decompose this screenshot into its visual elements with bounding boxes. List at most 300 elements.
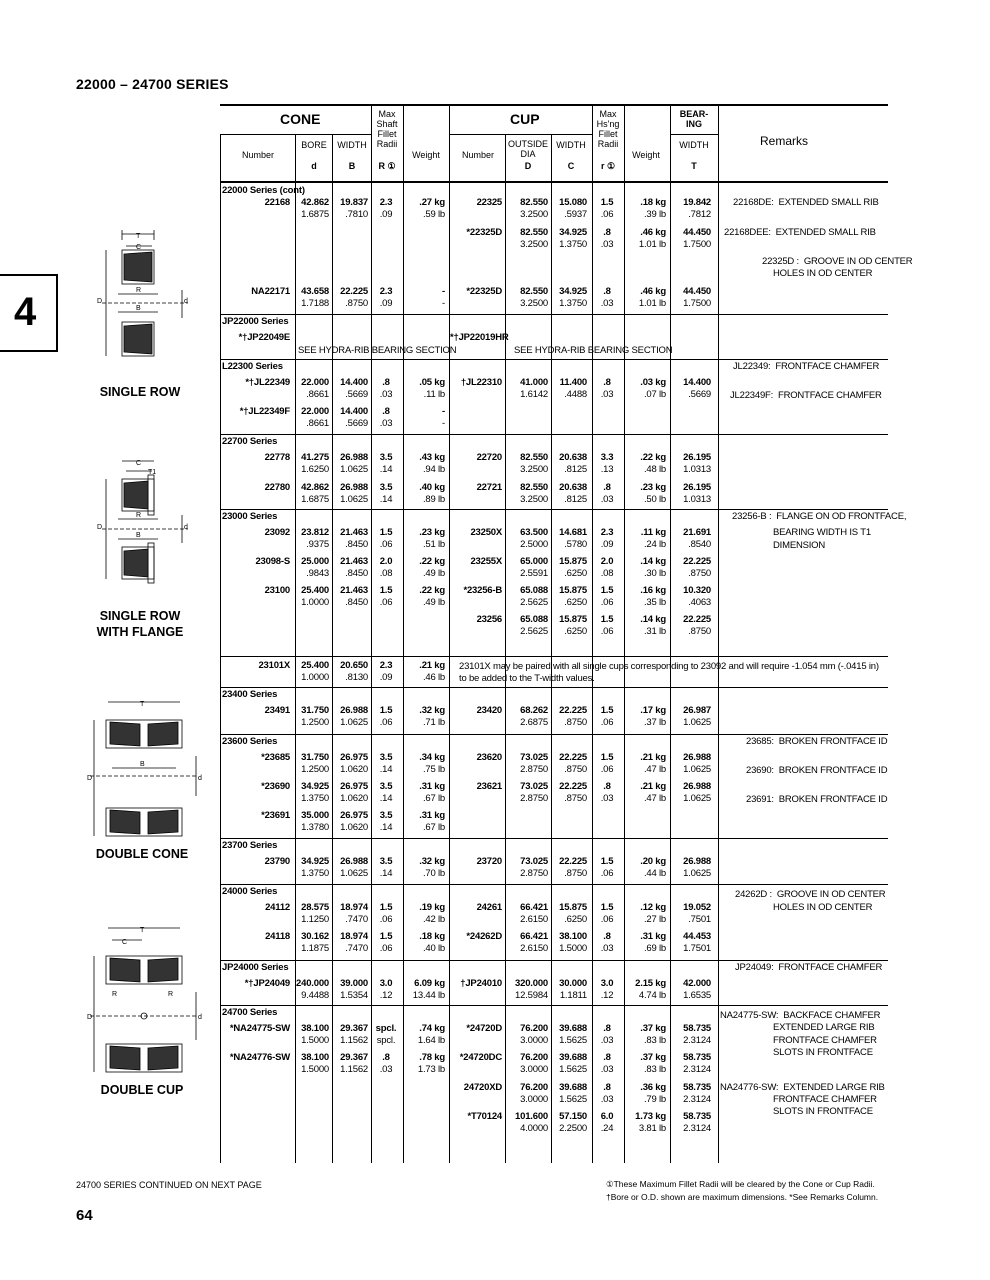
series-heading: L22300 Series <box>222 361 283 372</box>
part-number: *23256-B <box>463 585 502 596</box>
cell-od: 320.000 <box>515 978 548 989</box>
grid-section-rule <box>220 509 888 510</box>
cell-width: .8750 <box>345 298 368 309</box>
cell-wt: .51 lb <box>422 539 445 550</box>
cell-C: 20.638 <box>559 452 587 463</box>
cell-width: 18.974 <box>340 902 368 913</box>
cell-C: 1.5625 <box>559 1064 587 1075</box>
svg-text:R: R <box>136 287 142 294</box>
cell-width: .7810 <box>345 209 368 220</box>
header-cone: CONE <box>280 111 321 127</box>
note-23101x-line2: to be added to the T-width values. <box>459 673 595 684</box>
double-cone-diagram <box>82 696 206 846</box>
cell-r: .8 <box>603 931 611 942</box>
cell-od: 76.200 <box>520 1052 548 1063</box>
cell-C: 39.688 <box>559 1023 587 1034</box>
cell-r: .03 <box>600 1035 614 1046</box>
cell-wt: .49 lb <box>422 597 445 608</box>
cell-wt: 1.64 lb <box>417 1035 445 1046</box>
double-cone-label: DOUBLE CONE <box>95 847 189 861</box>
cell-r: 6.0 <box>600 1111 614 1122</box>
cell-width: 21.463 <box>340 556 368 567</box>
cell-r: .06 <box>600 868 614 879</box>
cell-R: .8 <box>382 1052 390 1063</box>
cell-bore: 34.925 <box>301 856 329 867</box>
cell-r: 1.5 <box>600 614 614 625</box>
cell-r: .8 <box>603 1023 611 1034</box>
cell-C: .8125 <box>564 494 587 505</box>
cell-R: .09 <box>379 209 393 220</box>
cell-width: 39.000 <box>340 978 368 989</box>
cell-cwt: .44 lb <box>643 868 666 879</box>
remark-line: JL22349F: FRONTFACE CHAMFER <box>730 390 882 401</box>
cell-cwt: 1.73 kg <box>635 1111 666 1122</box>
cell-width: .8450 <box>345 539 368 550</box>
cell-C: 15.875 <box>559 556 587 567</box>
part-number: 24720XD <box>463 1082 502 1093</box>
cell-od: 2.6875 <box>520 717 548 728</box>
cell-r: .06 <box>600 597 614 608</box>
header-cup-number: Number <box>461 150 494 160</box>
cell-C: 15.080 <box>559 197 587 208</box>
cell-bore: 28.575 <box>301 902 329 913</box>
cell-T: .4063 <box>688 597 711 608</box>
cell-C: .8750 <box>564 717 587 728</box>
header-T: T <box>691 161 697 171</box>
header-max-shaft: Max Shaft Fillet Radii <box>376 109 398 149</box>
cell-T: 22.225 <box>683 556 711 567</box>
svg-text:C: C <box>136 244 142 251</box>
cell-R: .03 <box>379 1064 393 1075</box>
cell-R: 2.3 <box>379 286 393 297</box>
cell-width: .8450 <box>345 597 368 608</box>
cell-T: 1.0625 <box>683 868 711 879</box>
series-heading: JP22000 Series <box>222 316 289 327</box>
cell-r: 1.5 <box>600 752 614 763</box>
cell-od: 2.5625 <box>520 626 548 637</box>
cell-T: 58.735 <box>683 1111 711 1122</box>
cell-bore: 31.750 <box>301 705 329 716</box>
grid-section-rule <box>220 734 888 735</box>
cell-cwt: .24 lb <box>643 539 666 550</box>
cell-T: 1.0313 <box>683 494 711 505</box>
cell-width: 18.974 <box>340 931 368 942</box>
cell-R: 3.5 <box>379 452 393 463</box>
cell-wt: .40 kg <box>419 482 445 493</box>
remark-line: 22325D : GROOVE IN OD CENTER <box>762 256 913 267</box>
cell-bore: 31.750 <box>301 752 329 763</box>
cell-cwt: .31 lb <box>643 626 666 637</box>
cell-wt: .32 kg <box>419 856 445 867</box>
cell-wt: .94 lb <box>422 464 445 475</box>
grid-section-rule <box>220 434 888 435</box>
part-number: *†JP24049 <box>244 978 290 989</box>
cell-width: 26.975 <box>340 781 368 792</box>
remark-line: 22168DEE: EXTENDED SMALL RIB <box>724 227 876 238</box>
footnote-bore: †Bore or O.D. shown are maximum dimensions. *See Remarks Column. <box>606 1192 879 1202</box>
cell-T: 1.6535 <box>683 990 711 1001</box>
cell-cwt: .20 kg <box>640 856 666 867</box>
cell-wt: .23 kg <box>419 527 445 538</box>
note-23101x-line1: 23101X may be paired with all single cups corresponding to 23092 and will require -1.054 mm (-.0415 in) <box>459 661 879 672</box>
cell-bore: 43.658 <box>301 286 329 297</box>
svg-text:B: B <box>140 761 145 768</box>
cell-width: 1.0625 <box>340 717 368 728</box>
part-number: 23720 <box>476 856 502 867</box>
cell-cwt: .47 lb <box>643 764 666 775</box>
cell-r: .8 <box>603 1082 611 1093</box>
header-cone-width: WIDTH <box>337 140 367 150</box>
header-remarks: Remarks <box>760 134 809 148</box>
cell-od: 65.088 <box>520 585 548 596</box>
cell-cwt: .18 kg <box>640 197 666 208</box>
cell-cwt: .23 kg <box>640 482 666 493</box>
series-heading: 23700 Series <box>222 840 278 851</box>
cell-C: 15.875 <box>559 614 587 625</box>
header-d: d <box>311 161 317 171</box>
part-number: *†JL22349F <box>239 406 290 417</box>
cell-cwt: .21 kg <box>640 752 666 763</box>
grid-section-rule <box>220 1005 888 1006</box>
svg-text:T1: T1 <box>148 469 157 476</box>
grid-subheader-rule <box>449 134 592 135</box>
cell-width: 26.988 <box>340 482 368 493</box>
cell-r: 1.5 <box>600 856 614 867</box>
cell-r: 1.5 <box>600 705 614 716</box>
cell-C: 1.1811 <box>559 990 587 1001</box>
grid-section-rule <box>220 656 888 657</box>
cell-width: 1.0625 <box>340 868 368 879</box>
svg-text:D: D <box>97 298 103 305</box>
cell-width: 22.225 <box>340 286 368 297</box>
part-number: *22325D <box>466 286 502 297</box>
part-number: *†JP22019HR <box>450 332 509 343</box>
cell-width: 20.650 <box>340 660 368 671</box>
cell-C: 20.638 <box>559 482 587 493</box>
cell-T: 26.195 <box>683 452 711 463</box>
cell-od: 82.550 <box>520 197 548 208</box>
cell-T: 44.450 <box>683 227 711 238</box>
cell-bore: 22.000 <box>301 377 329 388</box>
cell-od: 68.262 <box>520 705 548 716</box>
header-bore: BORE <box>301 140 327 150</box>
cell-bore: 42.862 <box>301 197 329 208</box>
cell-od: 12.5984 <box>515 990 548 1001</box>
cell-od: 73.025 <box>520 752 548 763</box>
cell-wt: - <box>442 418 445 429</box>
cell-bore: .8661 <box>306 418 329 429</box>
svg-text:T: T <box>136 233 141 240</box>
cell-cwt: .46 kg <box>640 227 666 238</box>
cell-bore: 1.3750 <box>301 868 329 879</box>
cell-R: .12 <box>379 990 393 1001</box>
cell-T: 1.7501 <box>683 943 711 954</box>
cell-wt: .74 kg <box>419 1023 445 1034</box>
cell-width: 26.988 <box>340 452 368 463</box>
cell-r: .03 <box>600 298 614 309</box>
cell-R: 2.0 <box>379 556 393 567</box>
series-heading: 23600 Series <box>222 736 278 747</box>
cell-r: .06 <box>600 717 614 728</box>
cell-R: 3.5 <box>379 482 393 493</box>
cell-R: .03 <box>379 389 393 400</box>
cell-r: .03 <box>600 389 614 400</box>
cell-od: 82.550 <box>520 227 548 238</box>
part-number: 22778 <box>264 452 290 463</box>
cell-R: 1.5 <box>379 705 393 716</box>
cell-R: .14 <box>379 868 393 879</box>
cell-r: 2.0 <box>600 556 614 567</box>
remark-line: FRONTFACE CHAMFER <box>773 1094 877 1105</box>
cell-R: .14 <box>379 793 393 804</box>
part-number: 22721 <box>476 482 502 493</box>
cell-C: 1.5625 <box>559 1094 587 1105</box>
cell-r: .8 <box>603 286 611 297</box>
cell-r: 1.5 <box>600 585 614 596</box>
cell-T: .8750 <box>688 626 711 637</box>
cell-bore: 38.100 <box>301 1052 329 1063</box>
header-outside-dia: OUTSIDE DIA <box>507 139 548 159</box>
cell-od: 2.5591 <box>520 568 548 579</box>
cell-T: 44.453 <box>683 931 711 942</box>
cell-width: 29.367 <box>340 1052 368 1063</box>
part-number: 23256 <box>476 614 502 625</box>
remark-line: JL22349: FRONTFACE CHAMFER <box>733 361 880 372</box>
cell-od: 3.2500 <box>520 209 548 220</box>
remark-line: 24262D : GROOVE IN OD CENTER <box>735 889 886 900</box>
page-title: 22000 – 24700 SERIES <box>76 76 229 92</box>
cell-cwt: 3.81 lb <box>638 1123 666 1134</box>
svg-text:d: d <box>198 775 202 782</box>
grid-header-rule <box>220 104 888 106</box>
svg-text:R: R <box>168 991 174 998</box>
cell-T: 1.7500 <box>683 298 711 309</box>
cell-bore: 9.4488 <box>301 990 329 1001</box>
cell-T: 2.3124 <box>683 1064 711 1075</box>
cell-r: .03 <box>600 1064 614 1075</box>
cell-cwt: .07 lb <box>643 389 666 400</box>
cell-cwt: .14 kg <box>640 614 666 625</box>
cell-R: 3.5 <box>379 752 393 763</box>
single-row-diagram <box>92 228 196 378</box>
cell-od: 63.500 <box>520 527 548 538</box>
part-number: †JP24010 <box>460 978 502 989</box>
cell-width: 14.400 <box>340 377 368 388</box>
cell-r: 1.5 <box>600 902 614 913</box>
cell-cwt: .48 lb <box>643 464 666 475</box>
cell-cwt: .83 lb <box>643 1064 666 1075</box>
part-number: 23098-S <box>255 556 290 567</box>
cell-width: 14.400 <box>340 406 368 417</box>
cell-C: .5780 <box>564 539 587 550</box>
cell-width: 26.975 <box>340 810 368 821</box>
svg-text:B: B <box>136 532 141 539</box>
cell-bore: 1.3750 <box>301 793 329 804</box>
cell-width: .7470 <box>345 914 368 925</box>
remark-line: 23691: BROKEN FRONTFACE ID <box>746 794 888 805</box>
cell-bore: 1.5000 <box>301 1064 329 1075</box>
cell-R: .14 <box>379 464 393 475</box>
cell-od: 1.6142 <box>520 389 548 400</box>
remark-line: EXTENDED LARGE RIB <box>773 1022 875 1033</box>
cell-C: 1.5000 <box>559 943 587 954</box>
cell-T: 2.3124 <box>683 1035 711 1046</box>
cell-cwt: .31 kg <box>640 931 666 942</box>
cell-od: 3.2500 <box>520 464 548 475</box>
cell-wt: .34 kg <box>419 752 445 763</box>
cell-R: .06 <box>379 943 393 954</box>
cell-od: 82.550 <box>520 452 548 463</box>
cell-R: 1.5 <box>379 931 393 942</box>
remark-line: BEARING WIDTH IS T1 <box>773 527 871 538</box>
cell-wt: .89 lb <box>422 494 445 505</box>
cell-T: 19.052 <box>683 902 711 913</box>
cell-T: 1.0313 <box>683 464 711 475</box>
cell-width: 26.988 <box>340 705 368 716</box>
single-row-flange-label-2: WITH FLANGE <box>96 625 184 639</box>
cell-width: 1.0625 <box>340 464 368 475</box>
cell-wt: - <box>442 406 445 417</box>
cell-od: 41.000 <box>520 377 548 388</box>
cell-R: .06 <box>379 539 393 550</box>
cell-r: 3.0 <box>600 978 614 989</box>
cell-R: .14 <box>379 822 393 833</box>
cell-wt: .31 kg <box>419 781 445 792</box>
cell-r: .06 <box>600 914 614 925</box>
cell-width: 19.837 <box>340 197 368 208</box>
cell-r: .08 <box>600 568 614 579</box>
cell-T: 1.0625 <box>683 764 711 775</box>
cell-T: 26.195 <box>683 482 711 493</box>
cell-R: 1.5 <box>379 527 393 538</box>
cell-od: 3.0000 <box>520 1094 548 1105</box>
cell-R: .03 <box>379 418 393 429</box>
cell-width: .8450 <box>345 568 368 579</box>
cell-R: .09 <box>379 672 393 683</box>
grid-section-rule <box>220 884 888 885</box>
cell-r: .03 <box>600 239 614 250</box>
grid-subheader-rule <box>670 134 718 135</box>
cell-wt: .22 kg <box>419 585 445 596</box>
cell-bore: 30.162 <box>301 931 329 942</box>
cell-wt: .22 kg <box>419 556 445 567</box>
cell-C: .8125 <box>564 464 587 475</box>
cell-width: 21.463 <box>340 527 368 538</box>
cell-width: .7470 <box>345 943 368 954</box>
cell-cwt: 2.15 kg <box>635 978 666 989</box>
cell-bore: 1.2500 <box>301 717 329 728</box>
cell-width: 26.975 <box>340 752 368 763</box>
cell-wt: .67 lb <box>422 793 445 804</box>
cell-R: .09 <box>379 298 393 309</box>
remark-line: DIMENSION <box>773 540 826 551</box>
header-bearing-width: WIDTH <box>679 140 709 150</box>
cell-C: 1.3750 <box>559 239 587 250</box>
cell-wt: .46 lb <box>422 672 445 683</box>
cell-C: .8750 <box>564 793 587 804</box>
cell-T: 2.3124 <box>683 1094 711 1105</box>
part-number: *24720D <box>466 1023 502 1034</box>
cell-wt: 1.73 lb <box>417 1064 445 1075</box>
part-number: 23092 <box>264 527 290 538</box>
cell-R: .8 <box>382 377 390 388</box>
series-heading: 24000 Series <box>222 886 278 897</box>
cell-od: 2.8750 <box>520 868 548 879</box>
part-number: *23690 <box>261 781 290 792</box>
cell-bore: 41.275 <box>301 452 329 463</box>
svg-text:B: B <box>136 305 141 312</box>
cell-R: 3.5 <box>379 856 393 867</box>
part-number: 23255X <box>470 556 502 567</box>
part-number: 24112 <box>265 902 290 913</box>
cell-wt: .05 kg <box>419 377 445 388</box>
header-R: R ① <box>378 161 396 171</box>
cell-wt: .78 kg <box>419 1052 445 1063</box>
cell-od: 3.2500 <box>520 494 548 505</box>
cell-bore: 1.0000 <box>301 597 329 608</box>
svg-text:T: T <box>140 701 145 708</box>
hydra-note-left: SEE HYDRA-RIB BEARING SECTION <box>298 345 457 356</box>
cell-T: 58.735 <box>683 1082 711 1093</box>
cell-wt: .27 kg <box>419 197 445 208</box>
svg-text:C: C <box>122 939 128 946</box>
cell-cwt: .79 lb <box>643 1094 666 1105</box>
svg-text:D: D <box>87 775 93 782</box>
cell-T: 1.0625 <box>683 793 711 804</box>
cell-width: 1.0620 <box>340 793 368 804</box>
part-number: 22720 <box>476 452 502 463</box>
cell-cwt: .17 kg <box>640 705 666 716</box>
svg-text:d: d <box>184 298 188 305</box>
cell-R: .06 <box>379 717 393 728</box>
cell-bore: 35.000 <box>301 810 329 821</box>
part-number: *NA24776-SW <box>229 1052 290 1063</box>
cell-R: 2.3 <box>379 660 393 671</box>
cell-bore: 1.7188 <box>301 298 329 309</box>
remark-line: FRONTFACE CHAMFER <box>773 1035 877 1046</box>
cell-T: 58.735 <box>683 1052 711 1063</box>
cell-wt: .18 kg <box>419 931 445 942</box>
cell-wt: .75 lb <box>422 764 445 775</box>
cell-T: 26.988 <box>683 752 711 763</box>
cell-cwt: .47 lb <box>643 793 666 804</box>
cell-bore: 25.400 <box>301 660 329 671</box>
cell-bore: 23.812 <box>301 527 329 538</box>
cell-od: 2.5000 <box>520 539 548 550</box>
double-cup-diagram <box>82 922 206 1078</box>
part-number: 23620 <box>476 752 502 763</box>
cell-R: 3.5 <box>379 781 393 792</box>
cell-T: 1.0625 <box>683 717 711 728</box>
cell-wt: .70 lb <box>422 868 445 879</box>
cell-cwt: .37 lb <box>643 717 666 728</box>
cell-T: 21.691 <box>683 527 711 538</box>
remark-line: JP24049: FRONTFACE CHAMFER <box>735 962 883 973</box>
remark-line: NA24775-SW: BACKFACE CHAMFER <box>720 1010 881 1021</box>
cell-od: 65.088 <box>520 614 548 625</box>
cell-T: 1.7500 <box>683 239 711 250</box>
series-heading: 22000 Series (cont) <box>222 185 305 196</box>
series-heading: 23400 Series <box>222 689 278 700</box>
remark-line: 23685: BROKEN FRONTFACE ID <box>746 736 888 747</box>
single-row-flange-label-1: SINGLE ROW <box>99 609 181 623</box>
cell-cwt: 1.01 lb <box>638 239 666 250</box>
cell-R: 2.3 <box>379 197 393 208</box>
cell-r: .06 <box>600 626 614 637</box>
cell-cwt: .35 lb <box>643 597 666 608</box>
cell-T: 42.000 <box>683 978 711 989</box>
single-row-flange-label <box>90 608 190 640</box>
